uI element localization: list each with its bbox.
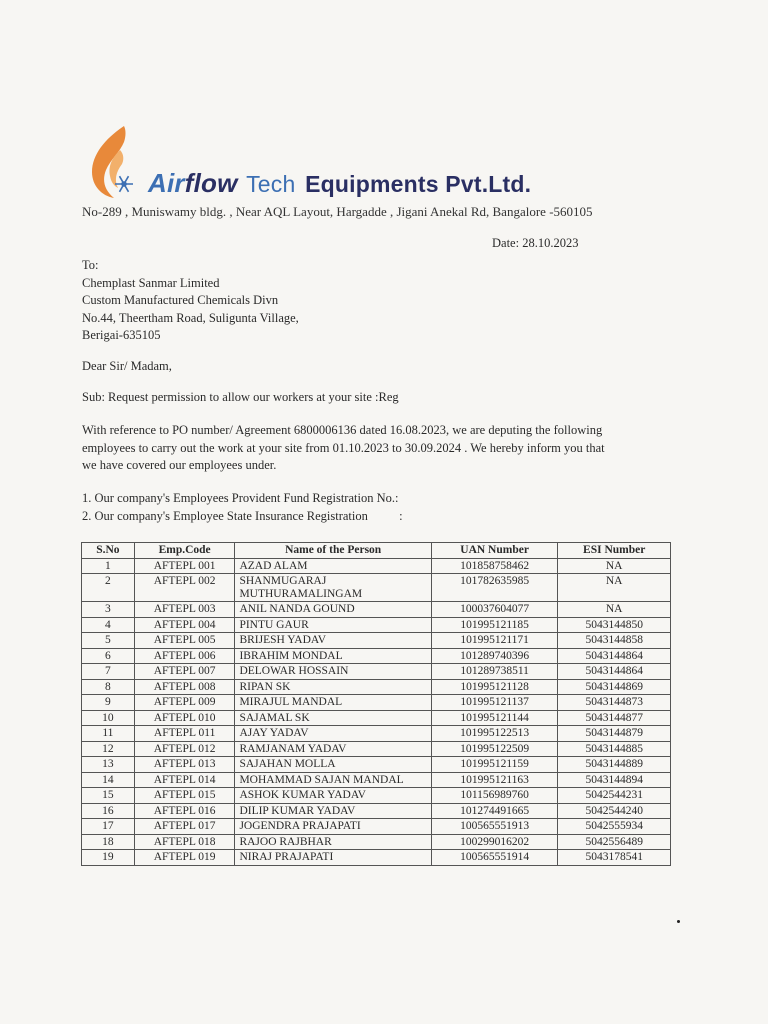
cell-sno: 3 <box>82 602 135 618</box>
cell-emp-code: AFTEPL 010 <box>134 710 235 726</box>
table-row <box>82 710 671 726</box>
cell-name: SHANMUGARAJ MUTHURAMALINGAM <box>235 574 431 602</box>
scan-speck <box>677 920 680 923</box>
recipient-line: No.44, Theertham Road, Suligunta Village, <box>82 310 299 325</box>
employee-table <box>81 542 671 866</box>
cell-esi: 5042556489 <box>558 834 671 850</box>
cell-uan: 101858758462 <box>431 558 558 574</box>
cell-emp-code: AFTEPL 009 <box>134 695 235 711</box>
cell-emp-code: AFTEPL 017 <box>134 819 235 835</box>
point-line: 1. Our company's Employees Provident Fund Registration No.: <box>82 491 399 505</box>
cell-emp-code: AFTEPL 001 <box>134 558 235 574</box>
table-row <box>82 741 671 757</box>
cell-emp-code: AFTEPL 013 <box>134 757 235 773</box>
cell-emp-code: AFTEPL 002 <box>134 574 235 602</box>
table-row <box>82 648 671 664</box>
cell-name: NIRAJ PRAJAPATI <box>235 850 431 866</box>
cell-uan: 101995121144 <box>431 710 558 726</box>
table-row <box>82 679 671 695</box>
company-address: No-289 , Muniswamy bldg. , Near AQL Layout, Hargadde , Jigani Anekal Rd, Bangalore -560105 <box>82 204 593 219</box>
cell-name: ANIL NANDA GOUND <box>235 602 431 618</box>
brand-equipments: Equipments Pvt.Ltd. <box>305 171 532 197</box>
table-row <box>82 803 671 819</box>
table-row <box>82 850 671 866</box>
cell-name: IBRAHIM MONDAL <box>235 648 431 664</box>
recipient-line: Custom Manufactured Chemicals Divn <box>82 293 279 307</box>
cell-sno: 18 <box>82 834 135 850</box>
cell-sno: 12 <box>82 741 135 757</box>
cell-sno: 10 <box>82 710 135 726</box>
cell-sno: 11 <box>82 726 135 742</box>
table-row <box>82 834 671 850</box>
recipient-line: Chemplast Sanmar Limited <box>82 275 220 290</box>
cell-sno: 14 <box>82 772 135 788</box>
cell-uan: 101156989760 <box>431 788 558 804</box>
cell-esi: NA <box>558 574 671 602</box>
registration-points <box>82 490 403 525</box>
cell-sno: 2 <box>82 574 135 602</box>
table-body <box>82 558 671 865</box>
cell-sno: 16 <box>82 803 135 819</box>
cell-emp-code: AFTEPL 016 <box>134 803 235 819</box>
cell-uan: 101289740396 <box>431 648 558 664</box>
cell-uan: 101995121137 <box>431 695 558 711</box>
point-line: 2. Our company's Employee State Insurance Registration : <box>82 508 403 523</box>
cell-esi: 5043144873 <box>558 695 671 711</box>
cell-uan: 101995121159 <box>431 757 558 773</box>
header-esi: ESI Number <box>558 543 671 559</box>
brand-flow: flow <box>184 168 238 198</box>
table-row <box>82 757 671 773</box>
cell-uan: 100037604077 <box>431 602 558 618</box>
cell-esi: NA <box>558 558 671 574</box>
cell-sno: 5 <box>82 633 135 649</box>
cell-esi: 5043144885 <box>558 741 671 757</box>
cell-name: DELOWAR HOSSAIN <box>235 664 431 680</box>
cell-emp-code: AFTEPL 003 <box>134 602 235 618</box>
cell-name: AZAD ALAM <box>235 558 431 574</box>
cell-esi: 5043144850 <box>558 617 671 633</box>
cell-esi: 5042555934 <box>558 819 671 835</box>
cell-sno: 17 <box>82 819 135 835</box>
cell-emp-code: AFTEPL 004 <box>134 617 235 633</box>
cell-esi: 5043144889 <box>558 757 671 773</box>
cell-sno: 9 <box>82 695 135 711</box>
cell-uan: 101289738511 <box>431 664 558 680</box>
cell-emp-code: AFTEPL 006 <box>134 648 235 664</box>
cell-uan: 101995121185 <box>431 617 558 633</box>
cell-emp-code: AFTEPL 018 <box>134 834 235 850</box>
cell-name: MOHAMMAD SAJAN MANDAL <box>235 772 431 788</box>
cell-sno: 19 <box>82 850 135 866</box>
flame-logo-icon <box>84 124 140 200</box>
cell-esi: NA <box>558 602 671 618</box>
cell-name: SAJAHAN MOLLA <box>235 757 431 773</box>
cell-name: RAMJANAM YADAV <box>235 741 431 757</box>
cell-sno: 13 <box>82 757 135 773</box>
body-line: employees to carry out the work at your site from 01.10.2023 to 30.09.2024 . We hereby inform you that <box>82 440 605 455</box>
cell-uan: 100565551914 <box>431 850 558 866</box>
cell-emp-code: AFTEPL 015 <box>134 788 235 804</box>
cell-esi: 5043144877 <box>558 710 671 726</box>
cell-emp-code: AFTEPL 019 <box>134 850 235 866</box>
cell-sno: 6 <box>82 648 135 664</box>
table-row <box>82 695 671 711</box>
cell-sno: 8 <box>82 679 135 695</box>
cell-emp-code: AFTEPL 011 <box>134 726 235 742</box>
body-line: we have covered our employees under. <box>82 458 277 472</box>
cell-name: BRIJESH YADAV <box>235 633 431 649</box>
header-emp-code: Emp.Code <box>134 543 235 559</box>
cell-esi: 5043144869 <box>558 679 671 695</box>
table-row <box>82 574 671 602</box>
subject-line: Sub: Request permission to allow our workers at your site :Reg <box>82 390 399 404</box>
cell-sno: 7 <box>82 664 135 680</box>
body-line: With reference to PO number/ Agreement 6800006136 dated 16.08.2023, we are deputing the following <box>82 423 603 437</box>
cell-uan: 101995122509 <box>431 741 558 757</box>
cell-uan: 101995121171 <box>431 633 558 649</box>
header-uan: UAN Number <box>431 543 558 559</box>
cell-sno: 15 <box>82 788 135 804</box>
table-row <box>82 617 671 633</box>
body-paragraph <box>82 422 605 475</box>
cell-name: SAJAMAL SK <box>235 710 431 726</box>
table-header-row <box>82 543 671 559</box>
cell-name: AJAY YADAV <box>235 726 431 742</box>
cell-esi: 5043144858 <box>558 633 671 649</box>
cell-uan: 101995121163 <box>431 772 558 788</box>
cell-name: MIRAJUL MANDAL <box>235 695 431 711</box>
table-row <box>82 819 671 835</box>
cell-esi: 5042544231 <box>558 788 671 804</box>
cell-esi: 5043144864 <box>558 664 671 680</box>
cell-uan: 100565551913 <box>431 819 558 835</box>
cell-name: JOGENDRA PRAJAPATI <box>235 819 431 835</box>
cell-emp-code: AFTEPL 005 <box>134 633 235 649</box>
cell-esi: 5043178541 <box>558 850 671 866</box>
header-name: Name of the Person <box>235 543 431 559</box>
table-row <box>82 602 671 618</box>
header-sno: S.No <box>82 543 135 559</box>
company-name <box>148 168 531 199</box>
cell-name: DILIP KUMAR YADAV <box>235 803 431 819</box>
cell-sno: 1 <box>82 558 135 574</box>
to-label: To: <box>82 258 99 272</box>
cell-emp-code: AFTEPL 014 <box>134 772 235 788</box>
cell-uan: 101274491665 <box>431 803 558 819</box>
cell-uan: 101995121128 <box>431 679 558 695</box>
letter-date: Date: 28.10.2023 <box>492 236 579 250</box>
cell-uan: 101995122513 <box>431 726 558 742</box>
cell-uan: 100299016202 <box>431 834 558 850</box>
cell-name: RIPAN SK <box>235 679 431 695</box>
table-row <box>82 664 671 680</box>
table-row <box>82 726 671 742</box>
cell-emp-code: AFTEPL 012 <box>134 741 235 757</box>
recipient-block <box>82 257 299 345</box>
table-row <box>82 633 671 649</box>
cell-name: RAJOO RAJBHAR <box>235 834 431 850</box>
cell-name: PINTU GAUR <box>235 617 431 633</box>
cell-esi: 5043144879 <box>558 726 671 742</box>
cell-esi: 5043144894 <box>558 772 671 788</box>
cell-esi: 5042544240 <box>558 803 671 819</box>
table-row <box>82 788 671 804</box>
table-row <box>82 558 671 574</box>
cell-sno: 4 <box>82 617 135 633</box>
cell-esi: 5043144864 <box>558 648 671 664</box>
salutation: Dear Sir/ Madam, <box>82 359 172 373</box>
cell-emp-code: AFTEPL 007 <box>134 664 235 680</box>
brand-air: Air <box>148 168 185 198</box>
brand-tech: Tech <box>246 171 296 197</box>
table-row <box>82 772 671 788</box>
cell-uan: 101782635985 <box>431 574 558 602</box>
recipient-line: Berigai-635105 <box>82 328 161 342</box>
cell-emp-code: AFTEPL 008 <box>134 679 235 695</box>
cell-name: ASHOK KUMAR YADAV <box>235 788 431 804</box>
